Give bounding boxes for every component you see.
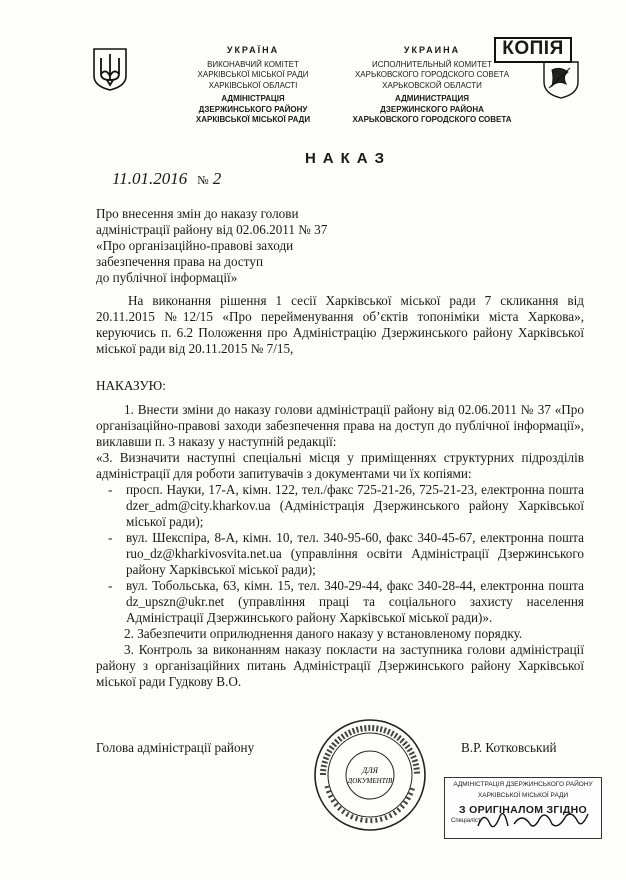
list-item xyxy=(96,482,584,530)
header-ua-line3: ХАРКІВСЬКОЇ ОБЛАСТІ xyxy=(208,80,298,90)
order-date: 11.01.2016 xyxy=(112,169,188,188)
verify-stamp-line4: Спеціаліст xyxy=(451,818,481,824)
bullet-dash: - xyxy=(108,482,113,497)
subject-line: «Про організаційно-правові заходи xyxy=(96,238,294,253)
verify-stamp-line2: ХАРКІВСЬКОЇ МІСЬКОЇ РАДИ xyxy=(477,792,569,799)
preamble-paragraph: На виконання рішення 1 сесії Харківської міської ради 7 скликання від 20.11.2015 №12/15 «Про перейменування об’єктів топоніміки міста Харкова», керуючись п. 6.2 Положення про Адміністрацію Дзержинського району Харківської міської ради від 20.11.2015 № 7/15, xyxy=(96,293,584,356)
verify-stamp-line1: АДМІНІСТРАЦІЯ ДЗЕРЖИНСЬКОГО РАЙОНУ xyxy=(453,781,593,788)
list-item xyxy=(96,578,584,626)
header-ru-admin2: ДЗЕРЖИНСКОГО РАЙОНА xyxy=(380,104,484,114)
signatory-position: Голова адміністрації району xyxy=(96,740,255,755)
subject-line: Про внесення змін до наказу голови xyxy=(96,206,299,221)
bullet-text: вул. Тобольська, 63, кімн. 15, тел. 340-29-44, факс 340-28-44, електронна пошта dz_upszn@ukr.net (управління праці та соціального захисту населення Адміністрації Дзержинського району Харківської міської ради)». xyxy=(126,578,584,625)
header-ru-line3: ХАРЬКОВСКОЙ ОБЛАСТИ xyxy=(382,80,482,90)
header-ru-admin1: АДМИНИСТРАЦИЯ xyxy=(395,94,469,103)
header-ukrainian xyxy=(178,45,328,126)
nakazuyu-heading: НАКАЗУЮ: xyxy=(96,378,166,393)
copy-stamp: КОПІЯ xyxy=(494,37,572,63)
item-1-quote: «3. Визначити наступні спеціальні місця у приміщеннях структурних підрозділів адміністрації для роботи запитувачів з документами чи їх копіями: xyxy=(96,450,584,481)
handwritten-signature xyxy=(474,806,592,834)
document-title: НАКАЗ xyxy=(304,150,392,167)
item-1: 1. Внести зміни до наказу голови адміністрації району від 02.06.2011 № 37 «Про організаційно-правові заходи забезпечення права на доступ до публічної інформації», виклавши п. 3 наказу у наступній редакції: xyxy=(96,402,584,449)
header-ua-admin1: АДМІНІСТРАЦІЯ xyxy=(221,94,285,103)
list-item xyxy=(96,530,584,578)
header-ua-country: УКРАЇНА xyxy=(226,45,280,55)
header-ru-line1: ИСПОЛНИТЕЛЬНЫЙ КОМИТЕТ xyxy=(371,59,493,69)
header-ru-line2: ХАРЬКОВСКОГО ГОРОДСКОГО СОВЕТА xyxy=(354,70,510,79)
order-subject xyxy=(96,206,327,286)
subject-line: до публічної інформації» xyxy=(96,270,238,285)
header-ua-admin2: ДЗЕРЖИНСЬКОГО РАЙОНУ xyxy=(198,104,308,114)
bullet-text: просп. Науки, 17-А, кімн. 122, тел./факс 725-21-26, 725-21-23, електронна пошта dzer_adm@city.kharkov.ua (Адміністрація Дзержинського району Харківської міської ради); xyxy=(126,482,584,529)
order-number: 2 xyxy=(212,169,222,188)
order-body xyxy=(96,402,584,690)
header-ru-country: УКРАИНА xyxy=(403,45,461,55)
header-ua-admin3: ХАРКІВСЬКОЇ МІСЬКОЇ РАДИ xyxy=(195,115,311,124)
seal-center-line1: ДЛЯ xyxy=(362,766,378,775)
subject-line: забезпечення права на доступ xyxy=(96,254,264,269)
verify-stamp-line3: З ОРИГІНАЛОМ ЗГІДНО xyxy=(459,804,587,816)
signatory-name: В.Р. Котковський xyxy=(461,740,557,755)
kharkiv-emblem-icon xyxy=(540,60,582,100)
number-label: № xyxy=(197,173,209,187)
subject-line: адміністрації району від 02.06.2011 № 37 xyxy=(96,222,328,237)
ukraine-trident-icon xyxy=(90,46,130,92)
header-ua-line2: ХАРКІВСЬКОЇ МІСЬКОЇ РАДИ xyxy=(197,70,309,79)
date-number-line xyxy=(112,169,221,189)
bullet-text: вул. Шекспіра, 8-А, кімн. 10, тел. 340-95-60, факс 340-45-67, електронна пошта ruo_dz@kharkivosvita.net.ua (управління освіти Адміністрації Дзержинського району Харківської міської ради); xyxy=(126,530,584,577)
seal-center-line2: ДОКУМЕНТІВ xyxy=(347,777,393,785)
bullet-dash: - xyxy=(108,578,113,593)
item-2: 2. Забезпечити оприлюднення даного наказу у встановленому порядку. xyxy=(124,626,523,641)
header-ru-admin3: ХАРЬКОВСКОГО ГОРОДСКОГО СОВЕТА xyxy=(352,115,512,124)
bullet-dash: - xyxy=(108,530,113,545)
round-seal-stamp xyxy=(311,716,429,834)
header-ua-line1: ВИКОНАВЧИЙ КОМІТЕТ xyxy=(207,59,299,69)
item-3: 3. Контроль за виконанням наказу покласти на заступника голови адміністрації району з організаційних питань Адміністрації Дзержинського району Харківської міської ради Гудкову В.О. xyxy=(96,642,584,689)
